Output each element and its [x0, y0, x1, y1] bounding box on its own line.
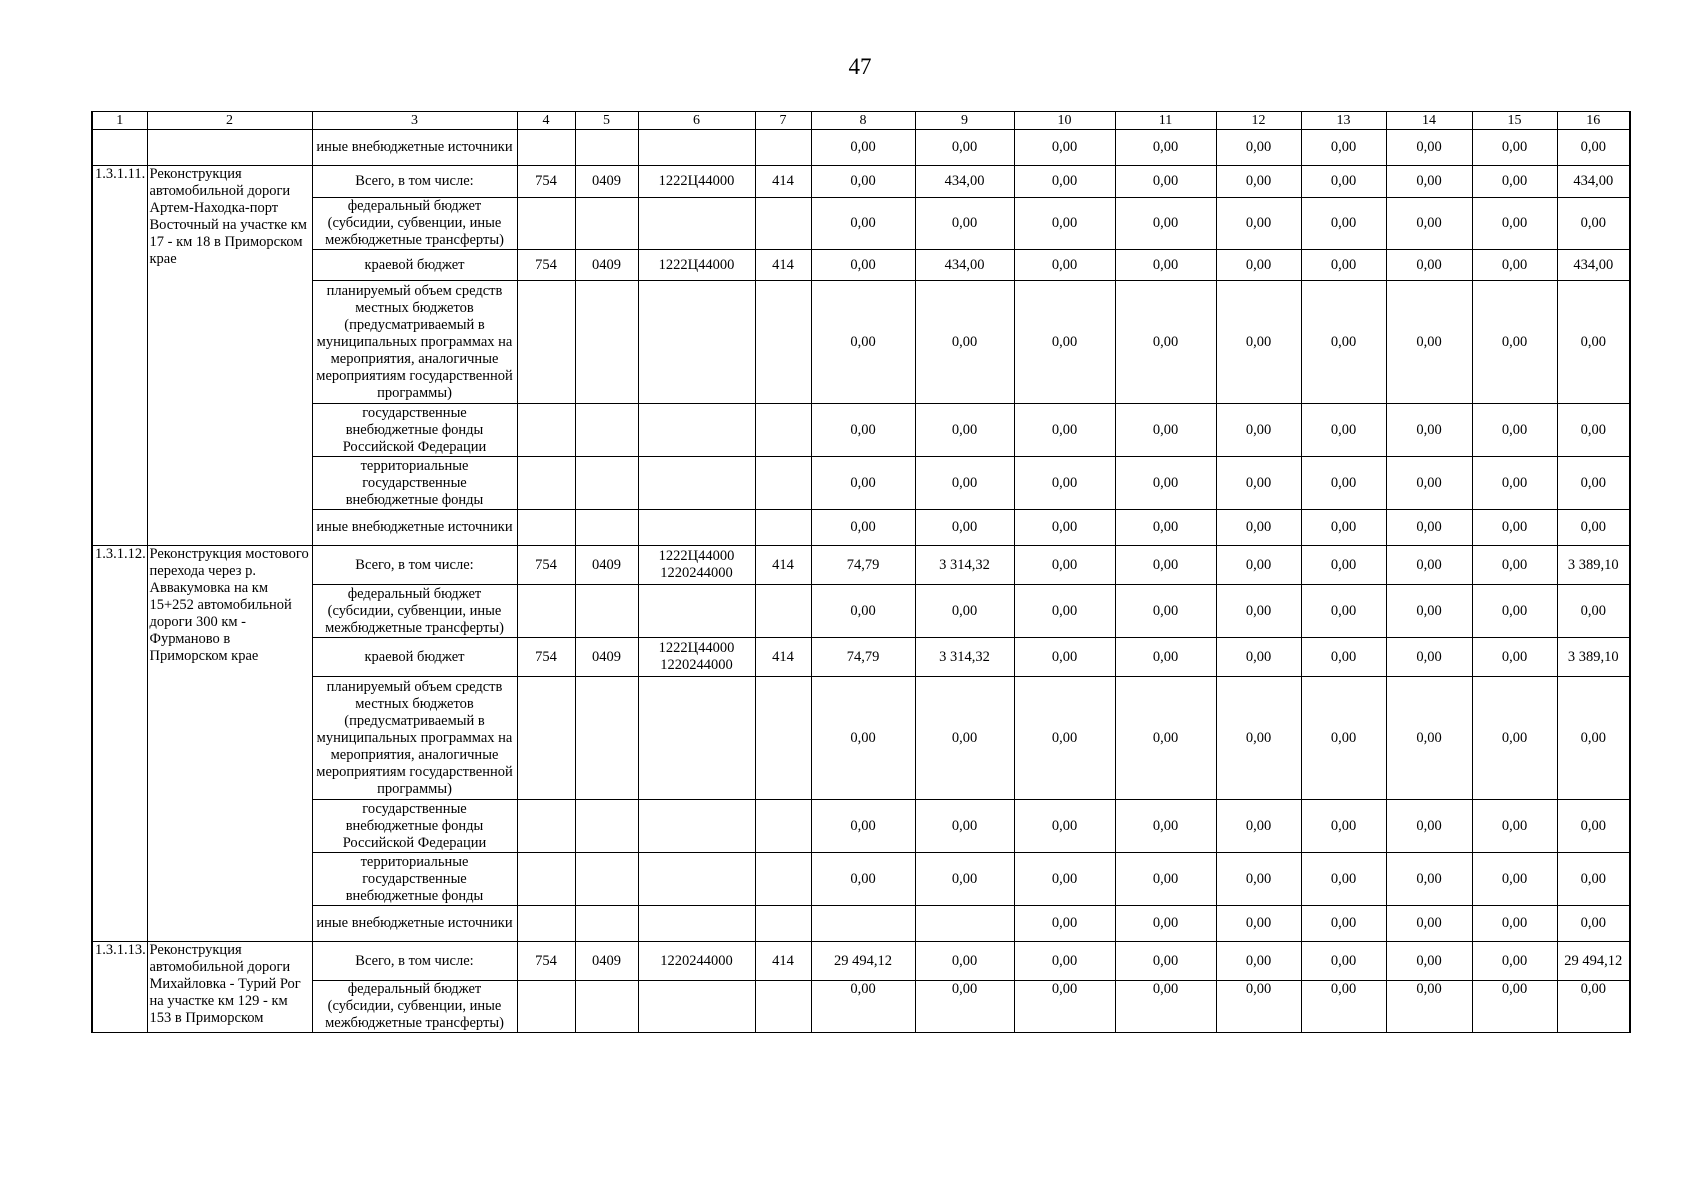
column-header: 14: [1386, 112, 1472, 130]
gr-code: 754: [517, 942, 575, 981]
section-code: [575, 510, 638, 546]
amount-cell: 0,00: [811, 457, 915, 510]
amount-cell: 0,00: [1014, 981, 1115, 1033]
amount-cell: 0,00: [1216, 638, 1301, 677]
gr-code: [517, 906, 575, 942]
funding-source: федеральный бюджет (субсидии, субвенции, иные межбюджетные трансферты): [312, 981, 517, 1033]
amount-cell: 434,00: [1557, 250, 1630, 281]
amount-cell: 0,00: [1301, 281, 1386, 404]
funding-source: иные внебюджетные источники: [312, 510, 517, 546]
amount-cell: 0,00: [1386, 638, 1472, 677]
target-article: [638, 457, 755, 510]
amount-cell: 0,00: [1216, 166, 1301, 198]
expense-type: 414: [755, 942, 811, 981]
funding-source: Всего, в том числе:: [312, 546, 517, 585]
amount-cell: 434,00: [1557, 166, 1630, 198]
funding-source: территориальные государственные внебюджетные фонды: [312, 457, 517, 510]
target-article: 1222Ц44000: [638, 166, 755, 198]
table-row: [92, 404, 1630, 457]
section-code: [575, 853, 638, 906]
header-row: [92, 112, 1630, 130]
amount-cell: 0,00: [915, 585, 1014, 638]
amount-cell: 0,00: [1472, 585, 1557, 638]
amount-cell: 0,00: [1472, 198, 1557, 250]
amount-cell: 0,00: [915, 198, 1014, 250]
measure-name: Реконструкция автомобильной дороги Михайловка - Турий Рог на участке км 129 - км 153 в Приморском: [147, 942, 312, 1033]
section-code: [575, 198, 638, 250]
table-row: [92, 457, 1630, 510]
section-code: 0409: [575, 942, 638, 981]
amount-cell: 0,00: [811, 404, 915, 457]
gr-code: [517, 198, 575, 250]
amount-cell: 0,00: [1115, 404, 1216, 457]
amount-cell: [811, 906, 915, 942]
target-article: 1222Ц44000 1220244000: [638, 638, 755, 677]
amount-cell: 0,00: [1216, 981, 1301, 1033]
gr-code: 754: [517, 546, 575, 585]
amount-cell: 0,00: [1014, 677, 1115, 800]
amount-cell: 0,00: [811, 198, 915, 250]
funding-source: краевой бюджет: [312, 250, 517, 281]
table-row: [92, 281, 1630, 404]
amount-cell: 0,00: [1014, 585, 1115, 638]
amount-cell: 0,00: [915, 853, 1014, 906]
amount-cell: 0,00: [1115, 800, 1216, 853]
column-header: 13: [1301, 112, 1386, 130]
target-article: [638, 281, 755, 404]
column-header: 6: [638, 112, 755, 130]
funding-source: Всего, в том числе:: [312, 166, 517, 198]
amount-cell: 0,00: [1301, 250, 1386, 281]
amount-cell: 434,00: [915, 250, 1014, 281]
table-row: [92, 638, 1630, 677]
amount-cell: 0,00: [1216, 853, 1301, 906]
gr-code: [517, 510, 575, 546]
expense-type: [755, 981, 811, 1033]
amount-cell: 0,00: [1472, 638, 1557, 677]
amount-cell: 0,00: [1386, 906, 1472, 942]
measure-name: Реконструкция автомобильной дороги Артем-Находка-порт Восточный на участке км 17 - км 18 в Приморском крае: [147, 166, 312, 546]
amount-cell: 0,00: [1557, 404, 1630, 457]
gr-code: [517, 853, 575, 906]
amount-cell: 0,00: [1115, 198, 1216, 250]
gr-code: [517, 800, 575, 853]
table-row: [92, 906, 1630, 942]
amount-cell: 0,00: [1115, 677, 1216, 800]
expense-type: 414: [755, 546, 811, 585]
amount-cell: 0,00: [811, 166, 915, 198]
column-header: 11: [1115, 112, 1216, 130]
section-code: 0409: [575, 166, 638, 198]
amount-cell: 0,00: [1386, 942, 1472, 981]
table-row: [92, 166, 1630, 198]
target-article: [638, 198, 755, 250]
amount-cell: 3 314,32: [915, 638, 1014, 677]
amount-cell: 0,00: [1472, 457, 1557, 510]
amount-cell: 0,00: [1472, 981, 1557, 1033]
amount-cell: 0,00: [1014, 942, 1115, 981]
funding-source: государственные внебюджетные фонды Российской Федерации: [312, 800, 517, 853]
amount-cell: 0,00: [1216, 677, 1301, 800]
table-body: [92, 112, 1630, 1033]
amount-cell: 0,00: [1115, 638, 1216, 677]
column-header: 4: [517, 112, 575, 130]
amount-cell: 0,00: [1216, 404, 1301, 457]
table-row: [92, 800, 1630, 853]
amount-cell: 0,00: [915, 677, 1014, 800]
target-article: [638, 853, 755, 906]
column-header: 5: [575, 112, 638, 130]
table-row: [92, 942, 1630, 981]
amount-cell: 0,00: [1557, 198, 1630, 250]
target-article: [638, 906, 755, 942]
amount-cell: 0,00: [1014, 546, 1115, 585]
amount-cell: 0,00: [1301, 130, 1386, 166]
amount-cell: 0,00: [1301, 546, 1386, 585]
section-code: [575, 404, 638, 457]
amount-cell: 0,00: [1014, 166, 1115, 198]
funding-source: федеральный бюджет (субсидии, субвенции, иные межбюджетные трансферты): [312, 585, 517, 638]
amount-cell: 0,00: [1557, 981, 1630, 1033]
gr-code: [517, 981, 575, 1033]
expense-type: 414: [755, 250, 811, 281]
amount-cell: 0,00: [1301, 677, 1386, 800]
expense-type: [755, 585, 811, 638]
amount-cell: [915, 906, 1014, 942]
gr-code: [517, 130, 575, 166]
amount-cell: 0,00: [1216, 906, 1301, 942]
target-article: [638, 677, 755, 800]
gr-code: [517, 585, 575, 638]
amount-cell: 0,00: [1557, 585, 1630, 638]
amount-cell: 0,00: [1216, 250, 1301, 281]
amount-cell: 0,00: [811, 981, 915, 1033]
table-row: [92, 677, 1630, 800]
amount-cell: 0,00: [1301, 457, 1386, 510]
amount-cell: 0,00: [1557, 457, 1630, 510]
measure-code: 1.3.1.13.: [92, 942, 147, 1033]
section-code: [575, 981, 638, 1033]
amount-cell: 0,00: [1115, 853, 1216, 906]
amount-cell: 0,00: [1115, 457, 1216, 510]
table-row: [92, 585, 1630, 638]
amount-cell: 0,00: [1386, 250, 1472, 281]
expense-type: [755, 281, 811, 404]
expense-type: [755, 457, 811, 510]
amount-cell: 0,00: [1472, 800, 1557, 853]
table-row: [92, 546, 1630, 585]
table-row: [92, 981, 1630, 1033]
expense-type: [755, 130, 811, 166]
section-code: 0409: [575, 638, 638, 677]
table-row: [92, 250, 1630, 281]
amount-cell: 0,00: [1386, 281, 1472, 404]
amount-cell: 0,00: [1014, 906, 1115, 942]
amount-cell: 3 389,10: [1557, 546, 1630, 585]
amount-cell: 3 314,32: [915, 546, 1014, 585]
amount-cell: 0,00: [915, 281, 1014, 404]
section-code: 0409: [575, 546, 638, 585]
table-row: [92, 198, 1630, 250]
amount-cell: 0,00: [1472, 250, 1557, 281]
amount-cell: 0,00: [1014, 281, 1115, 404]
table-row: [92, 130, 1630, 166]
amount-cell: 0,00: [1115, 130, 1216, 166]
amount-cell: 0,00: [1301, 906, 1386, 942]
measure-code: 1.3.1.11.: [92, 166, 147, 546]
section-code: [575, 677, 638, 800]
amount-cell: 0,00: [1301, 585, 1386, 638]
amount-cell: 3 389,10: [1557, 638, 1630, 677]
funding-source: планируемый объем средств местных бюджетов (предусматриваемый в муниципальных программах на мероприятия, аналогичные мероприятиям государственной программы): [312, 281, 517, 404]
amount-cell: 0,00: [811, 510, 915, 546]
amount-cell: 74,79: [811, 638, 915, 677]
amount-cell: 0,00: [1216, 800, 1301, 853]
column-header: 8: [811, 112, 915, 130]
funding-source: краевой бюджет: [312, 638, 517, 677]
column-header: 15: [1472, 112, 1557, 130]
amount-cell: 0,00: [1557, 130, 1630, 166]
target-article: 1222Ц44000: [638, 250, 755, 281]
amount-cell: 0,00: [1014, 130, 1115, 166]
amount-cell: 0,00: [1014, 250, 1115, 281]
amount-cell: 0,00: [1472, 546, 1557, 585]
amount-cell: 0,00: [1115, 585, 1216, 638]
amount-cell: 0,00: [1115, 510, 1216, 546]
table-row: [92, 510, 1630, 546]
funding-source: иные внебюджетные источники: [312, 130, 517, 166]
funding-source: планируемый объем средств местных бюджетов (предусматриваемый в муниципальных программах на мероприятия, аналогичные мероприятиям государственной программы): [312, 677, 517, 800]
amount-cell: 0,00: [1301, 166, 1386, 198]
amount-cell: 0,00: [811, 130, 915, 166]
amount-cell: 0,00: [1014, 853, 1115, 906]
expense-type: [755, 404, 811, 457]
amount-cell: 0,00: [1301, 198, 1386, 250]
amount-cell: 0,00: [1115, 546, 1216, 585]
expense-type: 414: [755, 638, 811, 677]
amount-cell: 0,00: [1014, 800, 1115, 853]
amount-cell: 0,00: [1472, 281, 1557, 404]
section-code: [575, 281, 638, 404]
amount-cell: 0,00: [1216, 942, 1301, 981]
gr-code: [517, 281, 575, 404]
amount-cell: 0,00: [811, 677, 915, 800]
column-header: 16: [1557, 112, 1630, 130]
amount-cell: 0,00: [1216, 546, 1301, 585]
amount-cell: 0,00: [1115, 906, 1216, 942]
column-header: 1: [92, 112, 147, 130]
section-code: 0409: [575, 250, 638, 281]
amount-cell: 0,00: [915, 404, 1014, 457]
amount-cell: 0,00: [1557, 853, 1630, 906]
amount-cell: 0,00: [915, 130, 1014, 166]
amount-cell: 0,00: [1557, 800, 1630, 853]
amount-cell: 0,00: [915, 981, 1014, 1033]
amount-cell: 0,00: [1216, 510, 1301, 546]
amount-cell: 0,00: [811, 250, 915, 281]
target-article: [638, 130, 755, 166]
section-code: [575, 906, 638, 942]
amount-cell: 0,00: [1386, 130, 1472, 166]
funding-source: Всего, в том числе:: [312, 942, 517, 981]
amount-cell: 0,00: [1472, 942, 1557, 981]
amount-cell: 0,00: [1115, 166, 1216, 198]
column-header: 2: [147, 112, 312, 130]
amount-cell: 0,00: [811, 800, 915, 853]
funding-source: иные внебюджетные источники: [312, 906, 517, 942]
amount-cell: 0,00: [811, 281, 915, 404]
amount-cell: 0,00: [1301, 638, 1386, 677]
amount-cell: 0,00: [1216, 457, 1301, 510]
amount-cell: 0,00: [811, 853, 915, 906]
target-article: 1220244000: [638, 942, 755, 981]
amount-cell: 0,00: [1216, 198, 1301, 250]
target-article: 1222Ц44000 1220244000: [638, 546, 755, 585]
measure-code: 1.3.1.12.: [92, 546, 147, 942]
measure-name: [147, 130, 312, 166]
expense-type: [755, 800, 811, 853]
gr-code: [517, 457, 575, 510]
amount-cell: 0,00: [1014, 510, 1115, 546]
amount-cell: 0,00: [1386, 404, 1472, 457]
column-header: 7: [755, 112, 811, 130]
amount-cell: 0,00: [1386, 981, 1472, 1033]
amount-cell: 0,00: [1386, 166, 1472, 198]
section-code: [575, 585, 638, 638]
target-article: [638, 981, 755, 1033]
section-code: [575, 130, 638, 166]
section-code: [575, 800, 638, 853]
expense-type: [755, 677, 811, 800]
funding-source: государственные внебюджетные фонды Российской Федерации: [312, 404, 517, 457]
amount-cell: 0,00: [1301, 800, 1386, 853]
amount-cell: 74,79: [811, 546, 915, 585]
amount-cell: 0,00: [1386, 457, 1472, 510]
amount-cell: 0,00: [1386, 585, 1472, 638]
target-article: [638, 585, 755, 638]
amount-cell: 0,00: [915, 510, 1014, 546]
target-article: [638, 404, 755, 457]
gr-code: 754: [517, 166, 575, 198]
amount-cell: 0,00: [1115, 281, 1216, 404]
column-header: 10: [1014, 112, 1115, 130]
amount-cell: 0,00: [1472, 510, 1557, 546]
amount-cell: 0,00: [811, 585, 915, 638]
amount-cell: 0,00: [1301, 942, 1386, 981]
measure-name: Реконструкция мостового перехода через р. Аввакумовка на км 15+252 автомобильной дороги 300 км - Фурманово в Приморском крае: [147, 546, 312, 942]
amount-cell: 29 494,12: [811, 942, 915, 981]
amount-cell: 0,00: [1386, 546, 1472, 585]
expense-type: [755, 906, 811, 942]
amount-cell: 0,00: [1014, 457, 1115, 510]
gr-code: [517, 404, 575, 457]
amount-cell: 0,00: [1472, 130, 1557, 166]
expense-type: 414: [755, 166, 811, 198]
amount-cell: 0,00: [1014, 404, 1115, 457]
expense-type: [755, 510, 811, 546]
target-article: [638, 800, 755, 853]
amount-cell: 0,00: [1386, 510, 1472, 546]
column-header: 9: [915, 112, 1014, 130]
amount-cell: 0,00: [915, 800, 1014, 853]
column-header: 12: [1216, 112, 1301, 130]
amount-cell: 0,00: [1216, 585, 1301, 638]
amount-cell: 0,00: [1301, 981, 1386, 1033]
amount-cell: 0,00: [1216, 130, 1301, 166]
table-row: [92, 853, 1630, 906]
amount-cell: 0,00: [1557, 906, 1630, 942]
amount-cell: 0,00: [1301, 853, 1386, 906]
amount-cell: 0,00: [1557, 510, 1630, 546]
column-header: 3: [312, 112, 517, 130]
gr-code: [517, 677, 575, 800]
amount-cell: 0,00: [1386, 677, 1472, 800]
amount-cell: 0,00: [1472, 677, 1557, 800]
amount-cell: 0,00: [1557, 677, 1630, 800]
funding-source: федеральный бюджет (субсидии, субвенции, иные межбюджетные трансферты): [312, 198, 517, 250]
amount-cell: 0,00: [1557, 281, 1630, 404]
amount-cell: 434,00: [915, 166, 1014, 198]
section-code: [575, 457, 638, 510]
amount-cell: 0,00: [1472, 906, 1557, 942]
expense-type: [755, 853, 811, 906]
measure-code: [92, 130, 147, 166]
amount-cell: 0,00: [1472, 853, 1557, 906]
amount-cell: 0,00: [1386, 198, 1472, 250]
amount-cell: 0,00: [1014, 198, 1115, 250]
amount-cell: 0,00: [1301, 404, 1386, 457]
budget-table: [91, 111, 1631, 1033]
amount-cell: 0,00: [1472, 404, 1557, 457]
amount-cell: 0,00: [1472, 166, 1557, 198]
gr-code: 754: [517, 638, 575, 677]
amount-cell: 0,00: [915, 942, 1014, 981]
amount-cell: 29 494,12: [1557, 942, 1630, 981]
funding-source: территориальные государственные внебюджетные фонды: [312, 853, 517, 906]
gr-code: 754: [517, 250, 575, 281]
expense-type: [755, 198, 811, 250]
amount-cell: 0,00: [1386, 800, 1472, 853]
target-article: [638, 510, 755, 546]
amount-cell: 0,00: [1301, 510, 1386, 546]
page-number: 47: [848, 54, 872, 79]
amount-cell: 0,00: [1115, 942, 1216, 981]
amount-cell: 0,00: [1014, 638, 1115, 677]
amount-cell: 0,00: [1115, 250, 1216, 281]
amount-cell: 0,00: [1216, 281, 1301, 404]
amount-cell: 0,00: [915, 457, 1014, 510]
amount-cell: 0,00: [1115, 981, 1216, 1033]
amount-cell: 0,00: [1386, 853, 1472, 906]
